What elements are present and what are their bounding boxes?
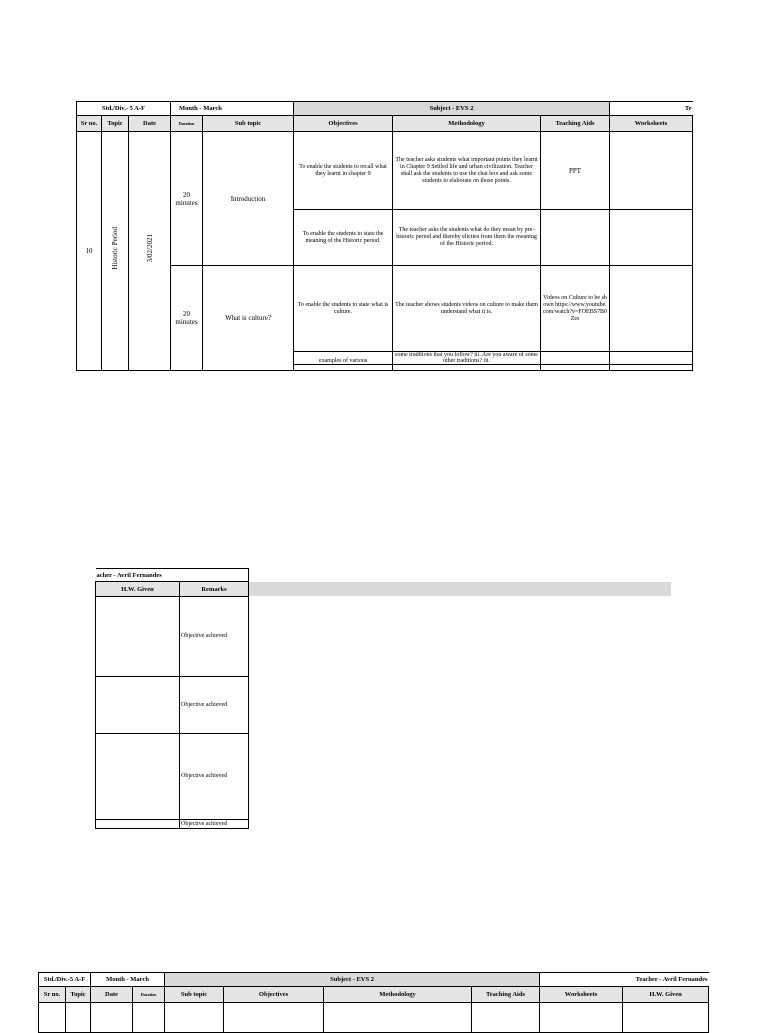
- col-topic: Topic: [66, 987, 91, 1003]
- subtopic-cell: Introduction: [203, 132, 294, 266]
- methodology-cell: The teacher asks students what important points they learnt in Chapter 9 Settled life and urban civilization. Teacher shall ask the students to use the chat box and ask some students to elaborate on those points.: [393, 132, 541, 210]
- objective-overflow-cell: examples of various: [294, 352, 393, 365]
- worksheets-cell: [610, 365, 693, 371]
- topic-text: Historic Period: [111, 227, 119, 270]
- hw-given-cell: [96, 734, 180, 820]
- sr-no-cell: 10: [77, 132, 102, 371]
- col-duration: Duration: [171, 116, 203, 132]
- col-duration: Duration: [133, 987, 165, 1003]
- worksheets-cell: [540, 1003, 623, 1033]
- col-teaching-aids: Teaching Aids: [541, 116, 610, 132]
- methodology-cell: The teacher asks the students what do they mean by pre-historic period and thereby elicites from them the meaning of the Historic period.: [393, 210, 541, 266]
- teaching-aids-cell: [541, 210, 610, 266]
- col-worksheets: Worksheets: [610, 116, 693, 132]
- objective-cell: [224, 1003, 324, 1033]
- duration-cell: 20 minutes: [171, 132, 203, 266]
- subtopic-cell: What is culture?: [203, 266, 294, 371]
- teacher-cell: acher - Avril Fernandes: [96, 569, 249, 582]
- objective-cell: To enable the students to state the meaning of the Historic period.: [294, 210, 393, 266]
- col-date: Date: [129, 116, 171, 132]
- col-sr-no: Sr no.: [77, 116, 102, 132]
- col-sr-no: Sr no.: [39, 987, 66, 1003]
- date-text: 3/02/2021: [145, 234, 154, 263]
- teaching-aids-cell: [472, 1003, 540, 1033]
- hw-given-cell: [96, 677, 180, 734]
- duration-cell: [133, 1003, 165, 1033]
- col-subtopic: Sub topic: [203, 116, 294, 132]
- duration-cell: 20 minutes: [171, 266, 203, 371]
- teacher-cell: Teacher - Avril Fernandes: [540, 973, 709, 987]
- subject-cell: Subject - EVS 2: [294, 102, 610, 116]
- hw-given-cell: [623, 1003, 709, 1033]
- teaching-aids-cell: [541, 365, 610, 371]
- objective-cell: To enable the students to state what is culture.: [294, 266, 393, 352]
- std-div-cell: Std./Div.- 5 A-F: [77, 102, 171, 116]
- objective-cell: To enable the students to recall what they learnt in chapter 9: [294, 132, 393, 210]
- lesson-plan-table: [76, 101, 693, 371]
- methodology-overflow-cell: some traditions that you follow? iii. Are you aware of some other traditions? iii.: [393, 352, 541, 365]
- date-cell: [129, 132, 171, 371]
- hw-given-cell: [96, 820, 180, 829]
- col-hw-given: H.W. Given: [96, 582, 180, 597]
- col-objectives: Objectives: [224, 987, 324, 1003]
- col-worksheets: Worksheets: [540, 987, 623, 1003]
- col-remarks: Remarks: [180, 582, 249, 597]
- subject-cell: Subject - EVS 2: [165, 973, 540, 987]
- remarks-cell: Objective achieved: [180, 597, 249, 677]
- month-cell: Month - March: [171, 102, 294, 116]
- std-div-cell: Std./Div.-5 A-F: [39, 973, 91, 987]
- remarks-cell: Objective achieved: [180, 734, 249, 820]
- teaching-aids-cell: PPT: [541, 132, 610, 210]
- remarks-cell: Objective achieved: [180, 820, 249, 829]
- methodology-cell: The teacher shows students videos on culture to make them understand what it is.: [393, 266, 541, 352]
- col-objectives: Objectives: [294, 116, 393, 132]
- col-date: Date: [91, 987, 133, 1003]
- col-methodology: Methodology: [324, 987, 472, 1003]
- worksheets-cell: [610, 210, 693, 266]
- subject-band: [247, 582, 671, 596]
- col-teaching-aids: Teaching Aids: [472, 987, 540, 1003]
- teaching-aids-cell: Videos on Culture to be shown https://www.youtube.com/watch?v=FOEBS7B0Zes: [541, 266, 610, 352]
- month-cell: Month - March: [91, 973, 165, 987]
- objective-cell: [294, 365, 393, 371]
- hw-given-cell: [96, 597, 180, 677]
- remarks-cell: Objective achieved: [180, 677, 249, 734]
- col-topic: Topic: [102, 116, 129, 132]
- worksheets-cell: [610, 352, 693, 365]
- col-subtopic: Sub topic: [165, 987, 224, 1003]
- worksheets-cell: [610, 132, 693, 210]
- sr-no-cell: [39, 1003, 66, 1033]
- date-cell: [91, 1003, 133, 1033]
- col-methodology: Methodology: [393, 116, 541, 132]
- col-hw-given: H.W. Given: [623, 987, 709, 1003]
- worksheets-cell: [610, 266, 693, 352]
- teaching-aids-cell: [541, 352, 610, 365]
- teacher-cell-clipped: Te: [610, 102, 693, 116]
- subtopic-cell: [165, 1003, 224, 1033]
- remarks-table: [95, 568, 249, 829]
- topic-cell: [102, 132, 129, 371]
- topic-cell: [66, 1003, 91, 1033]
- methodology-cell: [393, 365, 541, 371]
- methodology-cell: [324, 1003, 472, 1033]
